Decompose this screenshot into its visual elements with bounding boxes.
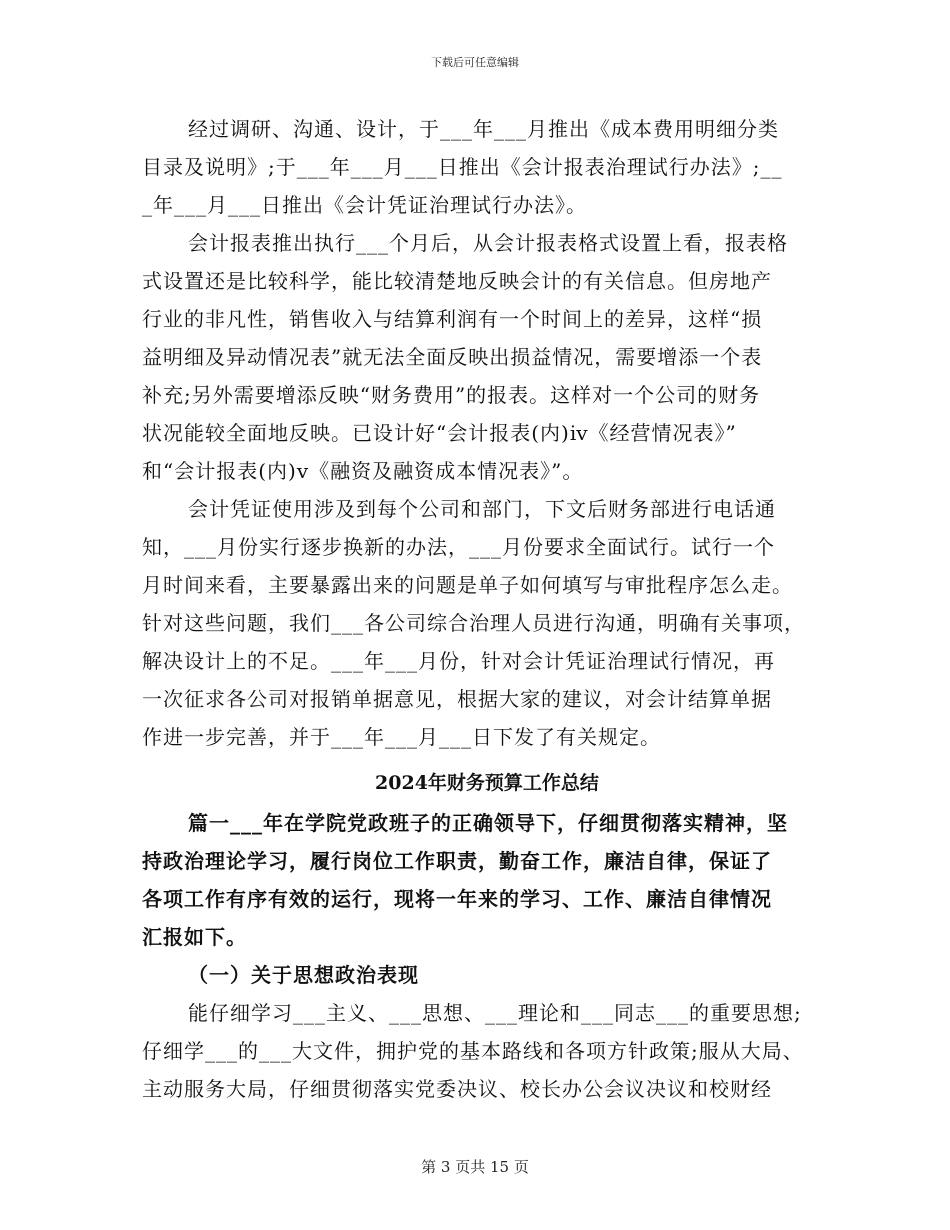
text-line: 知，___月份实行逐步换新的办法，___月份要求全面试行。试行一个 bbox=[142, 535, 775, 559]
paragraph-1 bbox=[142, 110, 832, 224]
text-line: 补充;另外需要增添反映“财务费用”的报表。这样对一个公司的财务 bbox=[142, 383, 761, 407]
document-body bbox=[142, 110, 832, 1108]
text-line: 持政治理论学习，履行岗位工作职责，勤奋工作，廉洁自律，保证了 bbox=[142, 849, 772, 873]
text-line: 篇一___年在学院党政班子的正确领导下，仔细贯彻落实精神，坚 bbox=[188, 811, 788, 835]
text-line: 各项工作有序有效的运行，现将一年来的学习、工作、廉洁自律情况 bbox=[142, 887, 772, 911]
text-line: 目录及说明》;于___年___月___日推出《会计报表治理试行办法》;__ bbox=[142, 155, 783, 179]
text-line: 汇报如下。 bbox=[142, 925, 247, 949]
page-footer: 第 3 页共 15 页 bbox=[421, 1158, 529, 1176]
text-line: 经过调研、沟通、设计，于___年___月推出《成本费用明细分类 bbox=[188, 117, 779, 141]
text-line: 行业的非凡性，销售收入与结算利润有一个时间上的差异，这样“损 bbox=[142, 307, 763, 331]
text-line: 能仔细学习___主义、___思想、___理论和___同志___的重要思想; bbox=[188, 1001, 802, 1025]
text-line: 益明细及异动情况表”就无法全面反映出损益情况，需要增添一个表 bbox=[142, 345, 763, 369]
text-line: 一次征求各公司对报销单据意见，根据大家的建议，对会计结算单据 bbox=[142, 687, 772, 711]
subheading: （一）关于思想政治表现 bbox=[188, 963, 419, 987]
text-line: 会计报表推出执行___个月后，从会计报表格式设置上看，报表格 bbox=[188, 231, 788, 255]
text-line: 仔细学___的___大文件，拥护党的基本路线和各项方针政策;服从大局、 bbox=[142, 1039, 804, 1063]
text-line: _年___月___日推出《会计凭证治理试行办法》。 bbox=[142, 193, 587, 217]
section-title: 2024年财务预算工作总结 bbox=[375, 772, 599, 794]
page-header: 下载后可任意编辑 bbox=[431, 56, 519, 69]
paragraph-4 bbox=[142, 994, 832, 1108]
text-line: 式设置还是比较科学，能比较清楚地反映会计的有关信息。但房地产 bbox=[142, 269, 772, 293]
text-line: 会计凭证使用涉及到每个公司和部门，下文后财务部进行电话通 bbox=[188, 497, 776, 521]
text-line: 状况能较全面地反映。已设计好“会计报表(内)ⅳ《经营情况表》” bbox=[142, 421, 737, 445]
paragraph-3 bbox=[142, 490, 832, 756]
paragraph-2 bbox=[142, 224, 832, 490]
text-line: 月时间来看，主要暴露出来的问题是单子如何填写与审批程序怎么走。 bbox=[142, 573, 793, 597]
text-line: 主动服务大局，仔细贯彻落实党委决议、校长办公会议决议和校财经 bbox=[142, 1077, 772, 1101]
text-line: 解决设计上的不足。___年___月份，针对会计凭证治理试行情况，再 bbox=[142, 649, 775, 673]
text-line: 作进一步完善，并于___年___月___日下发了有关规定。 bbox=[142, 725, 661, 749]
text-line: 和“会计报表(内)ⅴ《融资及融资成本情况表》”。 bbox=[142, 459, 584, 483]
intro-paragraph bbox=[142, 804, 832, 956]
text-line: 针对这些问题，我们___各公司综合治理人员进行沟通，明确有关事项， bbox=[142, 611, 805, 635]
